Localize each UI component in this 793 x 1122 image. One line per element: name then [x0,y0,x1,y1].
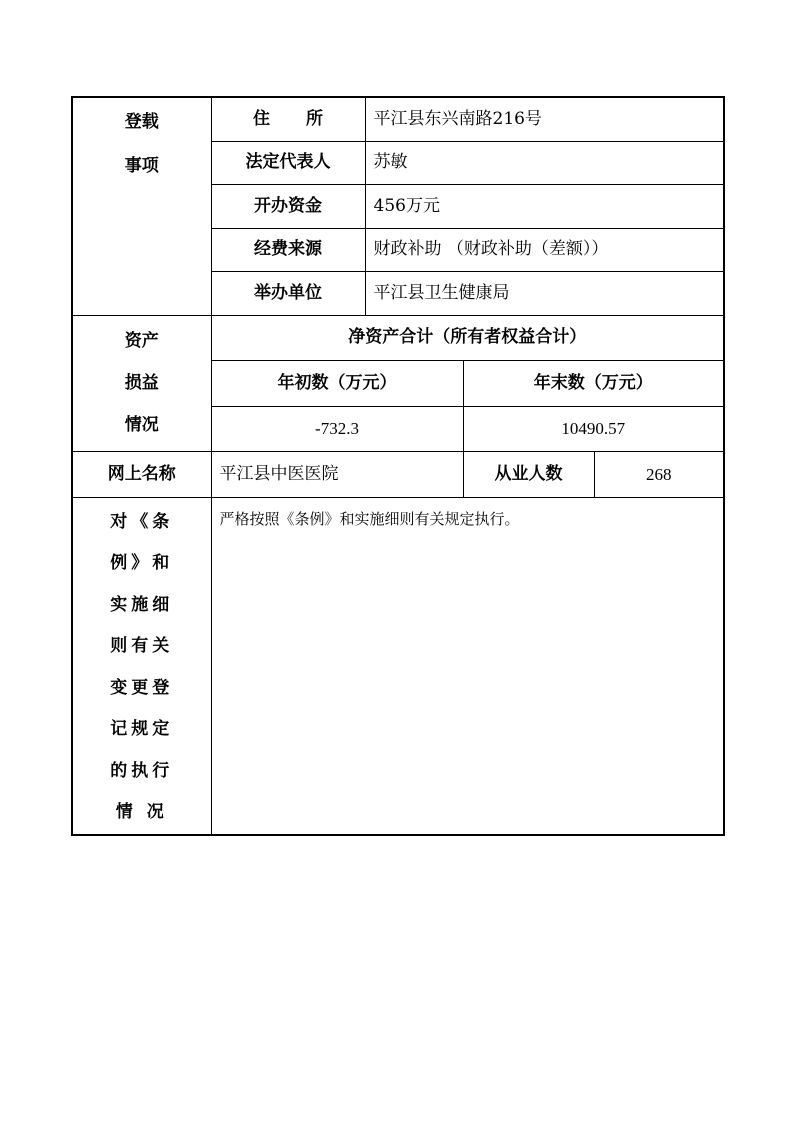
online-name-value: 平江县中医医院 [211,451,463,497]
implementation-section-label [72,497,211,835]
funding-source-label: 经费来源 [211,228,365,271]
implementation-label-line: 情 况 [115,802,168,822]
implementation-label-line: 的执行 [110,760,174,781]
end-of-year-value: 10490.57 [463,406,724,451]
end-of-year-label: 年末数（万元） [463,360,724,406]
implementation-text: 严格按照《条例》和实施细则有关规定执行。 [211,497,724,835]
implementation-label-line: 则有关 [110,636,174,656]
staff-count-label: 从业人数 [463,451,594,497]
registration-label-line: 事项 [124,156,159,176]
implementation-label-line: 变更登 [110,677,174,698]
registration-section-label [72,97,211,315]
assets-label-line: 情况 [124,415,159,435]
sponsor-unit-value: 平江县卫生健康局 [365,271,724,315]
start-of-year-value: -732.3 [211,406,463,451]
funding-source-value: 财政补助 （财政补助（差额）） [365,228,724,271]
registration-form-table [71,96,725,836]
staff-count-value: 268 [594,451,724,497]
net-assets-header: 净资产合计（所有者权益合计） [211,315,724,360]
registration-label-line: 登载 [124,112,159,132]
start-of-year-label: 年初数（万元） [211,360,463,406]
sponsor-unit-label: 举办单位 [211,271,365,315]
address-value: 平江县东兴南路216号 [365,97,724,141]
funding-value: 456万元 [365,184,724,228]
online-name-label: 网上名称 [72,451,211,497]
legal-representative-label: 法定代表人 [211,141,365,184]
implementation-label-line: 例》和 [110,553,174,573]
assets-section-label [72,315,211,451]
implementation-label-line: 对《条 [110,511,174,532]
implementation-label-line: 记规定 [110,719,174,739]
implementation-label-line: 实施细 [110,594,174,615]
assets-label-line: 损益 [124,373,159,393]
address-label: 住 所 [211,97,365,141]
assets-label-line: 资产 [124,331,159,351]
legal-representative-value: 苏敏 [365,141,724,184]
funding-label: 开办资金 [211,184,365,228]
